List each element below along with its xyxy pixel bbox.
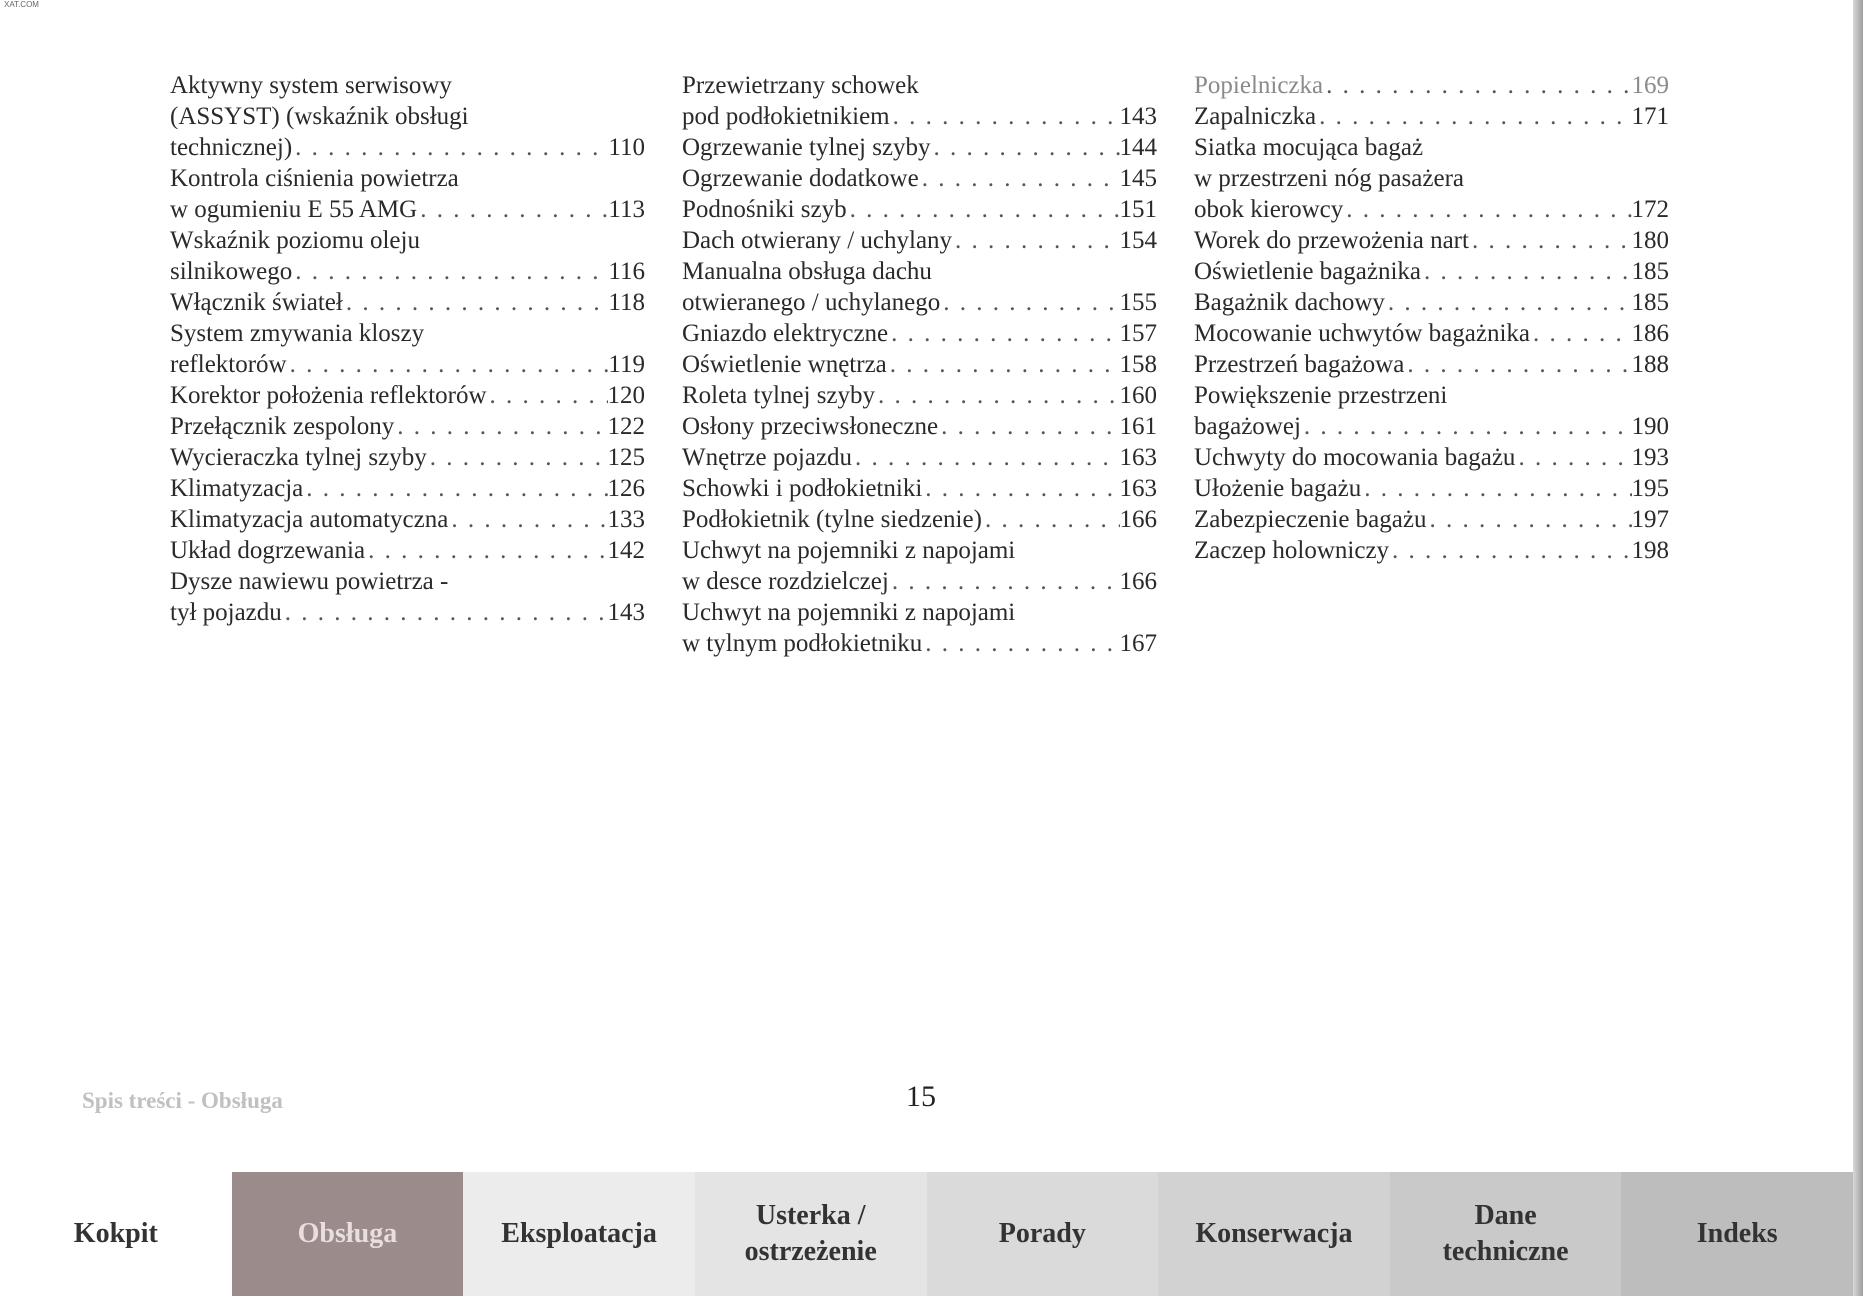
dot-leader	[303, 473, 607, 504]
page-edge-shadow	[1853, 0, 1863, 1296]
toc-page-number: 185	[1631, 289, 1669, 316]
tab-label: Eksploatacja	[501, 1218, 657, 1249]
dot-leader	[1389, 535, 1631, 566]
toc-entry[interactable]	[682, 411, 1157, 442]
toc-entry-text: Roleta tylnej szyby	[682, 382, 876, 409]
toc-entry[interactable]	[682, 318, 1157, 349]
toc-page-number: 133	[607, 506, 645, 533]
toc-entry-text: Klimatyzacja automatyczna	[170, 506, 449, 533]
toc-page-number: 171	[1631, 103, 1669, 130]
toc-entry-text: Włącznik świateł	[170, 289, 343, 316]
dot-leader	[938, 411, 1119, 442]
dot-leader	[282, 597, 608, 628]
tab-label: Kokpit	[73, 1218, 158, 1249]
toc-page-number: 155	[1119, 289, 1157, 316]
toc-entry[interactable]	[170, 473, 645, 504]
dot-leader	[417, 194, 608, 225]
toc-page-number: 158	[1119, 351, 1157, 378]
toc-entry-text: Siatka mocująca bagaż	[1194, 134, 1424, 161]
toc-page-number: 163	[1119, 475, 1157, 502]
page-number: 15	[906, 1080, 936, 1113]
toc-entry[interactable]	[1194, 225, 1669, 256]
toc-page-number: 195	[1631, 475, 1669, 502]
toc-entry-text: Zapalniczka	[1194, 103, 1317, 130]
dot-leader	[1515, 442, 1631, 473]
toc-entry[interactable]	[170, 70, 645, 163]
toc-entry-text: pod podłokietnikiem	[682, 103, 890, 130]
tab-kokpit[interactable]	[0, 1172, 232, 1296]
dot-leader	[1361, 473, 1631, 504]
toc-entry[interactable]	[682, 380, 1157, 411]
toc-entry[interactable]	[682, 70, 1157, 132]
corner-mark: XAT.COM	[4, 0, 39, 9]
toc-entry-text: Klimatyzacja	[170, 475, 304, 502]
toc-entry-text: w desce rozdzielczej	[682, 568, 889, 595]
toc-entry-text: Przełącznik zespolony	[170, 413, 395, 440]
toc-entry-text: silnikowego	[170, 258, 293, 285]
toc-page-number: 118	[608, 289, 645, 316]
toc-page-number: 110	[608, 134, 645, 161]
dot-leader	[1316, 101, 1631, 132]
toc-page-number: 157	[1119, 320, 1157, 347]
toc-entry[interactable]	[682, 256, 1157, 318]
dot-leader	[982, 504, 1120, 535]
toc-entry[interactable]	[1194, 504, 1669, 535]
tab-label: Konserwacja	[1195, 1218, 1353, 1249]
toc-entry-text: tył pojazdu	[170, 599, 282, 626]
toc-entry[interactable]	[682, 473, 1157, 504]
toc-page-number: 166	[1119, 506, 1157, 533]
toc-entry-text: bagażowej	[1194, 413, 1301, 440]
toc-entry-text: Ułożenie bagażu	[1194, 475, 1362, 502]
toc-page-number: 198	[1631, 537, 1669, 564]
toc-entry-text: reflektorów	[170, 351, 287, 378]
toc-page-number: 143	[607, 599, 645, 626]
toc-entry[interactable]	[1194, 256, 1669, 287]
toc-entry[interactable]	[1194, 380, 1669, 442]
toc-entry[interactable]	[682, 504, 1157, 535]
dot-leader	[890, 101, 1120, 132]
dot-leader	[952, 225, 1119, 256]
toc-entry-text: technicznej)	[170, 134, 293, 161]
dot-leader	[448, 504, 607, 535]
toc-entry-text: Gniazdo elektryczne	[682, 320, 889, 347]
tab-indeks[interactable]	[1621, 1172, 1853, 1296]
toc-entry-text: Uchwyty do mocowania bagażu	[1194, 444, 1516, 471]
dot-leader	[852, 442, 1119, 473]
toc-page-number: 185	[1631, 258, 1669, 285]
toc-page-number: 126	[607, 475, 645, 502]
dot-leader	[889, 566, 1120, 597]
toc-entry[interactable]	[170, 411, 645, 442]
toc-entry-text: otwieranego / uchylanego	[682, 289, 941, 316]
toc-entry[interactable]	[170, 535, 645, 566]
tab-label: Porady	[998, 1218, 1086, 1249]
toc-entry-text: System zmywania kloszy	[170, 320, 425, 347]
toc-page-number: 180	[1631, 227, 1669, 254]
toc-entry[interactable]	[682, 597, 1157, 659]
toc-page-number: 151	[1119, 196, 1157, 223]
tab-dane-techniczne[interactable]	[1390, 1172, 1622, 1296]
dot-leader	[287, 349, 609, 380]
toc-page-number: 142	[607, 537, 645, 564]
dot-leader	[922, 473, 1119, 504]
toc-page-number: 166	[1119, 568, 1157, 595]
toc-entry[interactable]	[170, 287, 645, 318]
toc-entry-text: Dach otwierany / uchylany	[682, 227, 953, 254]
toc-entry-text: Uchwyt na pojemniki z napojami	[682, 599, 1016, 626]
dot-leader	[1343, 194, 1631, 225]
toc-column-3	[1194, 70, 1669, 566]
toc-entry-text: Powiększenie przestrzeni	[1194, 382, 1448, 409]
toc-entry-text: Wskaźnik poziomu oleju	[170, 227, 420, 254]
toc-column-2	[682, 70, 1157, 659]
toc-entry-text: Wnętrze pojazdu	[682, 444, 853, 471]
toc-page-number: 161	[1119, 413, 1157, 440]
tab-porady[interactable]	[927, 1172, 1159, 1296]
toc-entry[interactable]	[1194, 70, 1669, 101]
toc-entry[interactable]	[170, 566, 645, 628]
toc-page-number: 163	[1119, 444, 1157, 471]
toc-entry-text: w przestrzeni nóg pasażera	[1194, 165, 1464, 192]
tab-obsluga[interactable]	[232, 1172, 464, 1296]
dot-leader	[292, 256, 608, 287]
toc-page-number: 169	[1631, 72, 1669, 99]
toc-entry-text: Manualna obsługa dachu	[682, 258, 932, 285]
toc-entry[interactable]	[682, 442, 1157, 473]
toc-entry-text: Uchwyt na pojemniki z napojami	[682, 537, 1016, 564]
toc-entry-text: Dysze nawiewu powietrza -	[170, 568, 449, 595]
toc-entry-text: Osłony przeciwsłoneczne	[682, 413, 939, 440]
toc-entry[interactable]	[170, 225, 645, 287]
toc-entry-text: Schowki i podłokietniki	[682, 475, 923, 502]
toc-entry-text: Aktywny system serwisowy	[170, 72, 452, 99]
tab-eksploatacja[interactable]	[463, 1172, 695, 1296]
toc-entry[interactable]	[682, 132, 1157, 163]
toc-entry[interactable]	[1194, 287, 1669, 318]
toc-page-number: 186	[1631, 320, 1669, 347]
toc-page-number: 143	[1119, 103, 1157, 130]
dot-leader	[1404, 349, 1631, 380]
toc-entry-text: Kontrola ciśnienia powietrza	[170, 165, 459, 192]
toc-entry-text: Układ dogrzewania	[170, 537, 366, 564]
toc-page-number: 116	[608, 258, 645, 285]
dot-leader	[487, 380, 608, 411]
dot-leader	[847, 194, 1120, 225]
toc-entry[interactable]	[170, 318, 645, 380]
toc-entry-text: Przewietrzany schowek	[682, 72, 919, 99]
section-footer: Spis treści - Obsługa	[82, 1088, 283, 1113]
toc-entry[interactable]	[682, 349, 1157, 380]
toc-entry[interactable]	[682, 163, 1157, 194]
tab-konserwacja[interactable]	[1158, 1172, 1390, 1296]
toc-entry[interactable]	[170, 442, 645, 473]
toc-column-1	[170, 70, 645, 628]
toc-entry-text: w tylnym podłokietniku	[682, 630, 923, 657]
toc-entry-text: Przestrzeń bagażowa	[1194, 351, 1405, 378]
toc-entry-text: Korektor położenia reflektorów	[170, 382, 487, 409]
toc-entry-text: obok kierowcy	[1194, 196, 1344, 223]
tab-label: Obsługa	[297, 1218, 398, 1249]
toc-entry[interactable]	[1194, 442, 1669, 473]
toc-entry[interactable]	[682, 225, 1157, 256]
tab-usterka-ostrzezenie[interactable]	[695, 1172, 927, 1296]
toc-entry[interactable]	[1194, 101, 1669, 132]
dot-leader	[1301, 411, 1632, 442]
toc-entry-text: w ogumieniu E 55 AMG	[170, 196, 418, 223]
toc-entry-text: (ASSYST) (wskaźnik obsługi	[170, 103, 469, 130]
toc-page-number: 197	[1631, 506, 1669, 533]
dot-leader	[292, 132, 608, 163]
toc-entry[interactable]	[170, 163, 645, 225]
toc-entry-text: Ogrzewanie dodatkowe	[682, 165, 919, 192]
dot-leader	[888, 318, 1119, 349]
tab-label: Dane techniczne	[1442, 1200, 1569, 1267]
toc-entry[interactable]	[1194, 535, 1669, 566]
toc-entry-text: Zabezpieczenie bagażu	[1194, 506, 1427, 533]
toc-entry-text: Mocowanie uchwytów bagażnika	[1194, 320, 1530, 347]
dot-leader	[1421, 256, 1632, 287]
toc-entry-text: Worek do przewożenia nart	[1194, 227, 1469, 254]
toc-page-number: 188	[1631, 351, 1669, 378]
toc-page-number: 172	[1631, 196, 1669, 223]
toc-entry-text: Oświetlenie bagażnika	[1194, 258, 1421, 285]
dot-leader	[1385, 287, 1632, 318]
toc-entry[interactable]	[170, 504, 645, 535]
dot-leader	[343, 287, 609, 318]
dot-leader	[427, 442, 608, 473]
toc-entry-text: Bagażnik dachowy	[1194, 289, 1385, 316]
toc-page-number: 167	[1119, 630, 1157, 657]
dot-leader	[1530, 318, 1632, 349]
dot-leader	[919, 163, 1120, 194]
dot-leader	[931, 132, 1120, 163]
toc-entry-text: Podnośniki szyb	[682, 196, 847, 223]
dot-leader	[940, 287, 1119, 318]
toc-page-number: 113	[608, 196, 645, 223]
dot-leader	[1323, 70, 1631, 101]
toc-entry[interactable]	[682, 535, 1157, 597]
toc-page-number: 145	[1119, 165, 1157, 192]
toc-entry-text: Popielniczka	[1194, 72, 1324, 99]
dot-leader	[1426, 504, 1631, 535]
toc-entry[interactable]	[1194, 318, 1669, 349]
dot-leader	[887, 349, 1120, 380]
dot-leader	[875, 380, 1119, 411]
tab-label: Usterka / ostrzeżenie	[744, 1200, 877, 1267]
dot-leader	[365, 535, 607, 566]
toc-entry-text: Ogrzewanie tylnej szyby	[682, 134, 931, 161]
toc-page-number: 190	[1631, 413, 1669, 440]
toc-page-number: 125	[607, 444, 645, 471]
toc-page-number: 120	[607, 382, 645, 409]
toc-entry[interactable]	[682, 194, 1157, 225]
tab-label: Indeks	[1696, 1218, 1778, 1249]
dot-leader	[394, 411, 607, 442]
toc-entry[interactable]	[170, 380, 645, 411]
dot-leader	[1469, 225, 1632, 256]
toc-page-number: 160	[1119, 382, 1157, 409]
chapter-tab-bar	[0, 1172, 1853, 1296]
toc-entry[interactable]	[1194, 349, 1669, 380]
toc-entry[interactable]	[1194, 473, 1669, 504]
toc-page-number: 193	[1631, 444, 1669, 471]
toc-page-number: 119	[608, 351, 645, 378]
toc-page-number: 144	[1119, 134, 1157, 161]
toc-entry-text: Podłokietnik (tylne siedzenie)	[682, 506, 982, 533]
toc-page-number: 154	[1119, 227, 1157, 254]
dot-leader	[922, 628, 1119, 659]
toc-entry-text: Wycieraczka tylnej szyby	[170, 444, 427, 471]
toc-entry-text: Zaczep holowniczy	[1194, 537, 1390, 564]
toc-page-number: 122	[607, 413, 645, 440]
toc-entry-text: Oświetlenie wnętrza	[682, 351, 887, 378]
toc-entry[interactable]	[1194, 132, 1669, 225]
